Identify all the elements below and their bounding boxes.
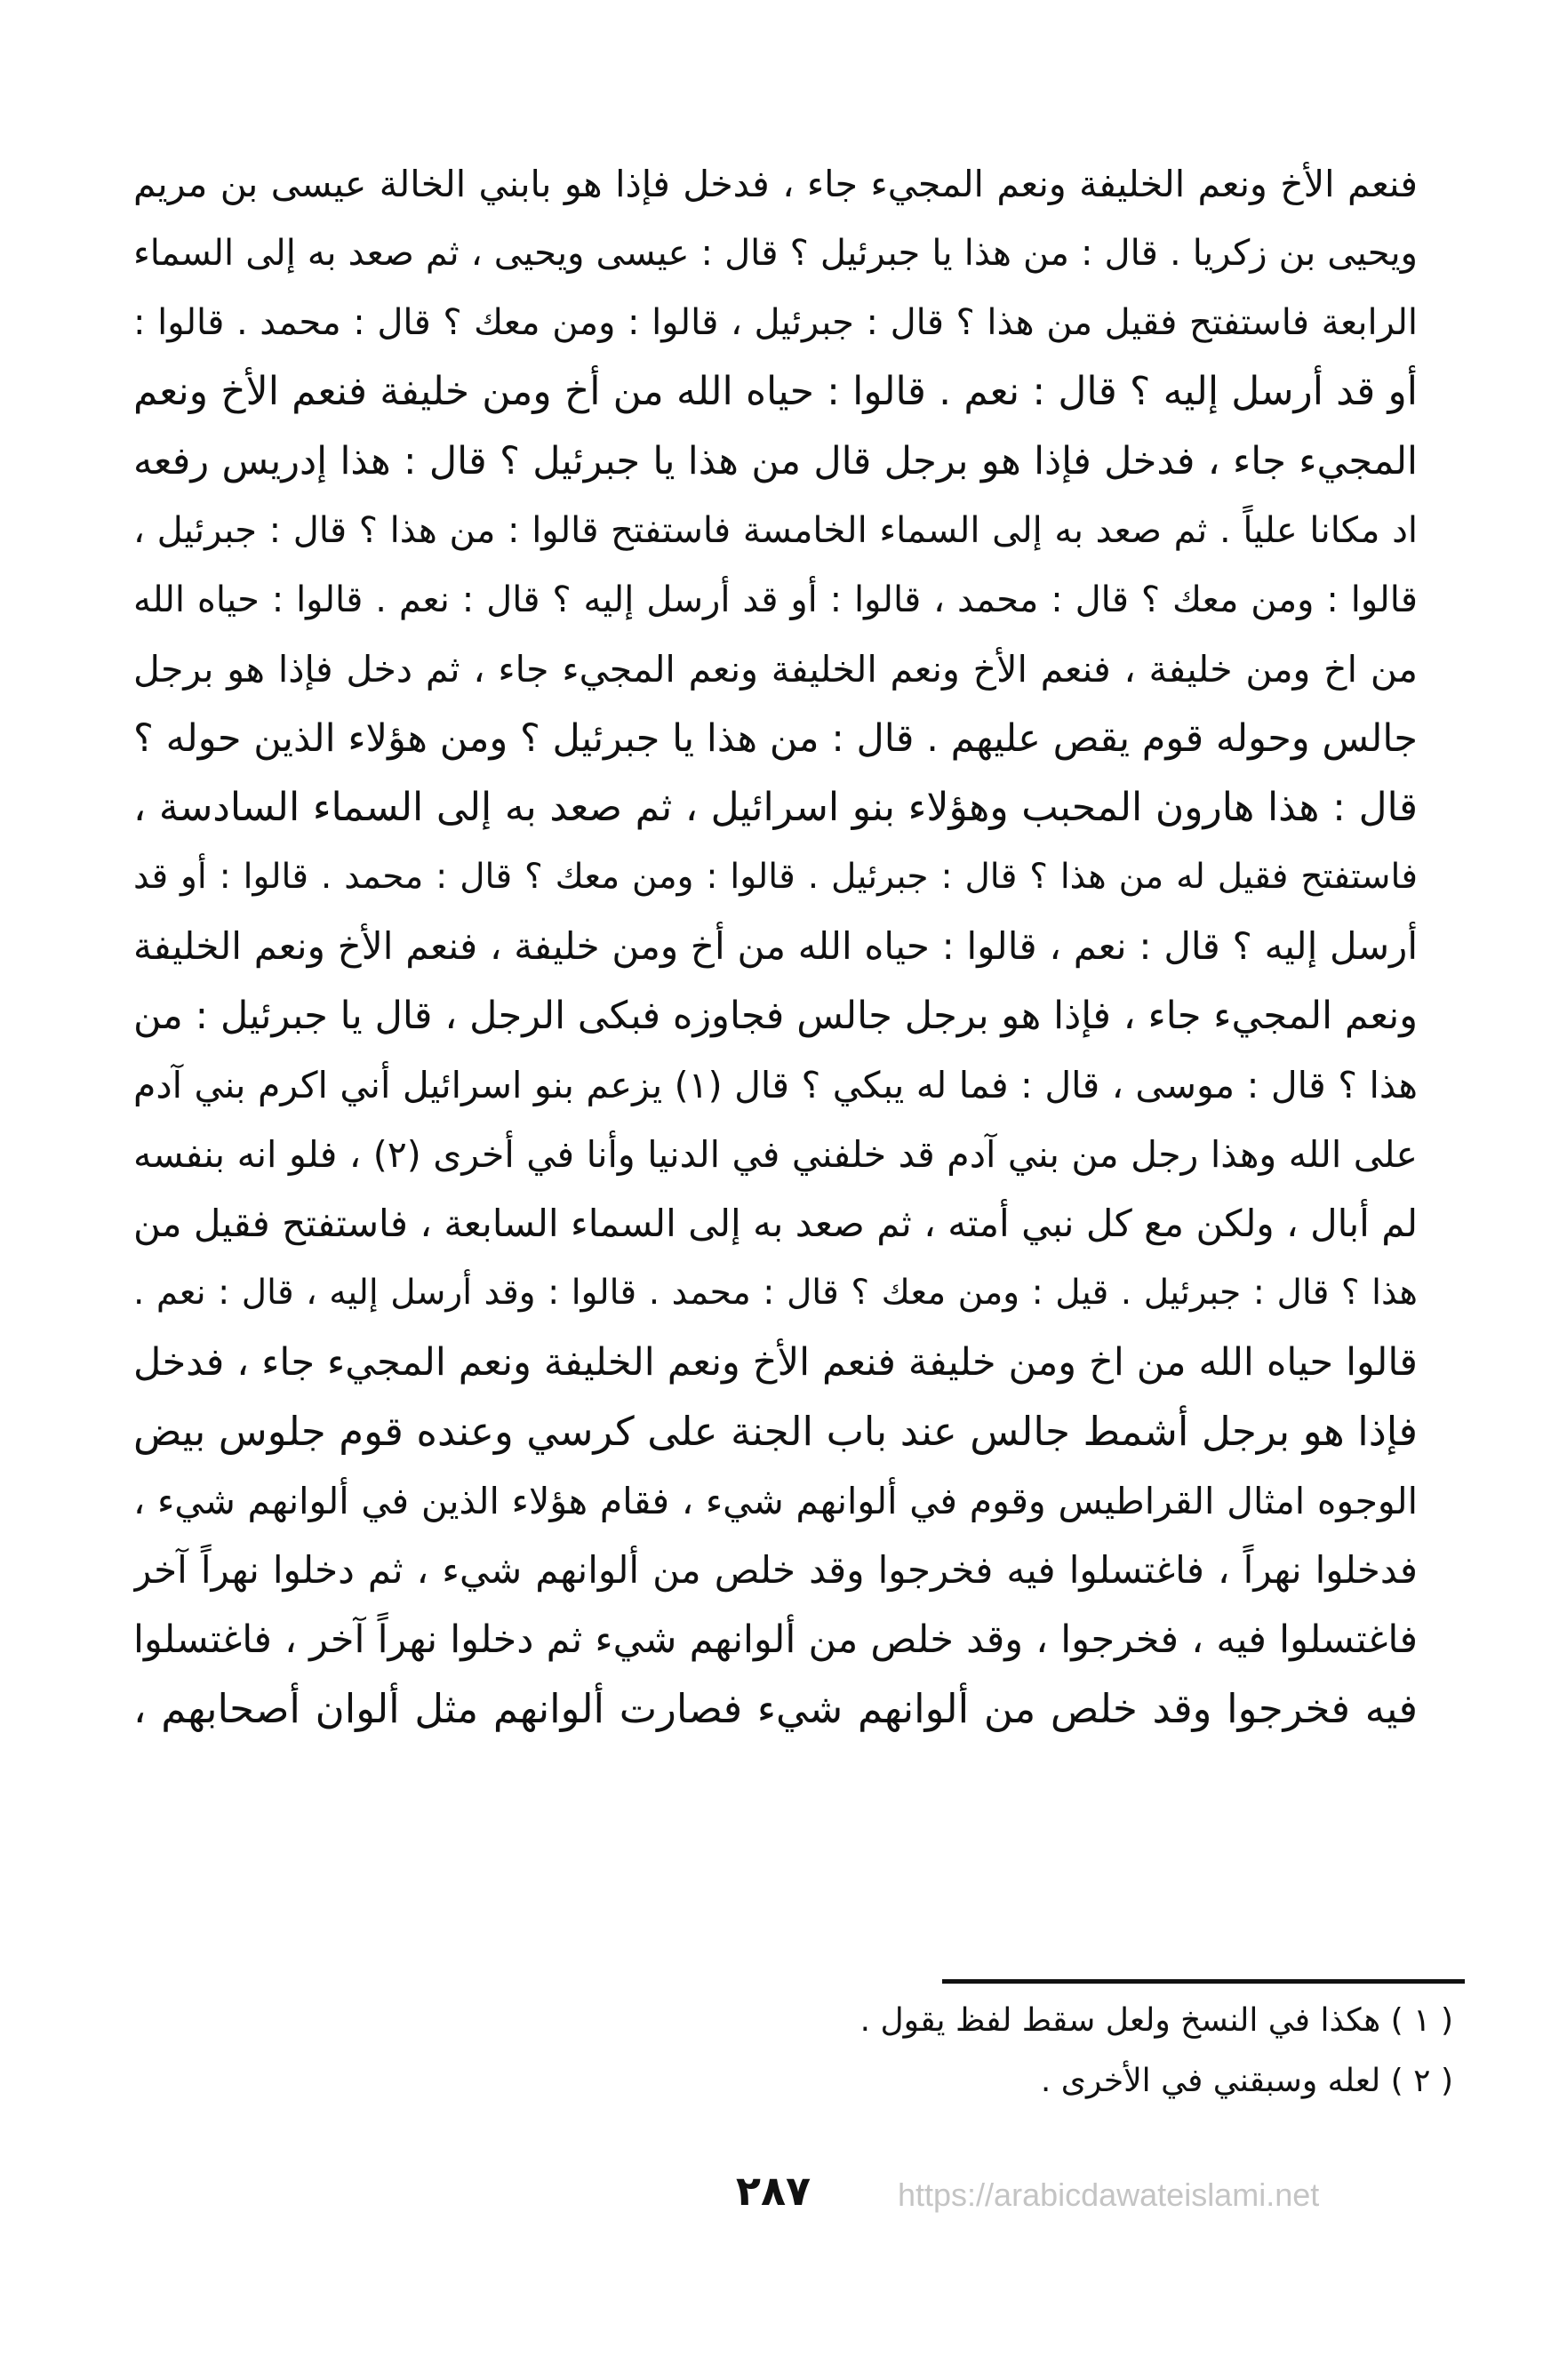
footnote: ( ١ ) هكذا في النسخ ولعل سقط لفظ يقول .: [859, 2002, 1453, 2039]
text-line: فيه فخرجوا وقد خلص من ألوانهم شيء فصارت ألوانهم مثل ألوان أصحابهم ،: [133, 1685, 1418, 1732]
footnote: ( ٢ ) لعله وسبقني في الأخرى .: [1040, 2063, 1453, 2099]
text-line: ونعم المجيء جاء ، فإذا هو برجل جالس فجاوزه فبكى الرجل ، قال يا جبرئيل : من: [133, 994, 1418, 1038]
footnotes-block: [564, 1991, 1453, 2112]
text-line: قالوا : ومن معك ؟ قال : محمد ، قالوا : أو قد أرسل إليه ؟ قال : نعم . قالوا : حياه الله: [133, 579, 1418, 620]
text-line: قالوا حياه الله من اخ ومن خليفة فنعم الأخ ونعم الخليفة ونعم المجيء جاء ، فدخل: [133, 1340, 1418, 1385]
text-line: من اخ ومن خليفة ، فنعم الأخ ونعم الخليفة ونعم المجيء جاء ، ثم دخل فإذا هو برجل: [133, 648, 1418, 691]
text-line: ويحيى بن زكريا . قال : من هذا يا جبرئيل ؟ قال : عيسى ويحيى ، ثم صعد به إلى السماء: [133, 233, 1418, 274]
text-line: فنعم الأخ ونعم الخليفة ونعم المجيء جاء ، فدخل فإذا هو بابني الخالة عيسى بن مريم: [133, 163, 1418, 205]
text-line: فدخلوا نهراً ، فاغتسلوا فيه فخرجوا وقد خلص من ألوانهم شيء ، ثم دخلوا نهراً آخر: [133, 1548, 1418, 1592]
text-line: الوجوه امثال القراطيس وقوم في ألوانهم شيء ، فقام هؤلاء الذين في ألوانهم شيء ،: [133, 1480, 1418, 1522]
text-line: فإذا هو برجل أشمط جالس عند باب الجنة على كرسي وعنده قوم جلوس بيض: [133, 1408, 1418, 1455]
main-text-block: [133, 149, 1418, 1744]
text-line: أو قد أرسل إليه ؟ قال : نعم . قالوا : حياه الله من أخ ومن خليفة فنعم الأخ ونعم: [133, 369, 1418, 414]
text-line: على الله وهذا رجل من بني آدم قد خلفني في الدنيا وأنا في أخرى (٢) ، فلو انه بنفسه: [133, 1133, 1418, 1176]
text-line: اد مكانا علياً . ثم صعد به إلى السماء الخامسة فاستفتح قالوا : من هذا ؟ قال : جبرئيل ،: [133, 510, 1418, 551]
footnote-separator: [942, 1979, 1465, 1984]
text-line: الرابعة فاستفتح فقيل من هذا ؟ قال : جبرئيل ، قالوا : ومن معك ؟ قال : محمد . قالوا :: [133, 302, 1418, 343]
text-line: هذا ؟ قال : جبرئيل . قيل : ومن معك ؟ قال : محمد . قالوا : وقد أرسل إليه ، قال : نعم .: [133, 1273, 1418, 1313]
text-line: فاغتسلوا فيه ، فخرجوا ، وقد خلص من ألوانهم شيء ثم دخلوا نهراً آخر ، فاغتسلوا: [133, 1617, 1418, 1662]
text-line: هذا ؟ قال : موسى ، قال : فما له يبكي ؟ قال (١) يزعم بنو اسرائيل أني اكرم بني آدم: [133, 1064, 1418, 1106]
text-line: أرسل إليه ؟ قال : نعم ، قالوا : حياه الله من أخ ومن خليفة ، فنعم الأخ ونعم الخليفة: [133, 924, 1418, 968]
text-line: لم أبال ، ولكن مع كل نبي أمته ، ثم صعد به إلى السماء السابعة ، فاستفتح فقيل من: [133, 1202, 1418, 1245]
page-number: ٢٨٧: [735, 2167, 811, 2215]
text-line: جالس وحوله قوم يقص عليهم . قال : من هذا يا جبرئيل ؟ ومن هؤلاء الذين حوله ؟: [133, 716, 1418, 761]
watermark-url: https://arabicdawateislami.net: [898, 2176, 1320, 2213]
text-line: المجيء جاء ، فدخل فإذا هو برجل قال من هذا يا جبرئيل ؟ قال : هذا إدريس رفعه: [133, 439, 1418, 483]
text-line: فاستفتح فقيل له من هذا ؟ قال : جبرئيل . قالوا : ومن معك ؟ قال : محمد . قالوا : أو قد: [133, 857, 1418, 897]
text-line: قال : هذا هارون المحبب وهؤلاء بنو اسرائيل ، ثم صعد به إلى السماء السادسة ،: [133, 785, 1418, 830]
